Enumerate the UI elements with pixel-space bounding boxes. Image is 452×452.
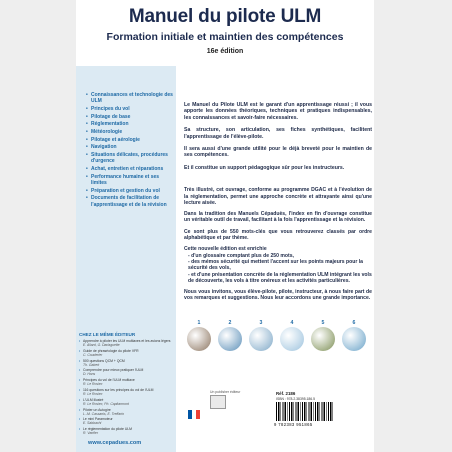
same-editor-book: Le mini Paramoteur (83, 417, 113, 422)
same-editor-book: Piloter un Autogire (83, 407, 111, 412)
blurb-paragraph: Ce sont plus de 550 mots-clés que vous retrouverez classés par ordre alphabétique et par thème. (184, 228, 372, 242)
enrichment-list (184, 253, 372, 284)
toc-item: • Pilotage de base (86, 114, 174, 120)
toc-item: • Achat, entretien et réparations (86, 166, 174, 172)
same-editor-author: R. Le Rosiec (83, 391, 103, 396)
step-2 (215, 320, 245, 351)
step-photo (218, 327, 242, 351)
enrichment-item: - d'un glossaire comptant plus de 250 mots, (188, 252, 294, 259)
same-editor-item (79, 388, 173, 396)
toc-item: • Documents de facilitation de l'apprentissage et de la révision (86, 195, 174, 207)
step-5 (308, 320, 338, 351)
toc-item: • Réglementation (86, 121, 174, 127)
toc-item: • Préparation et gestion du vol (86, 188, 174, 194)
isbn-text: ISBN : 978.2.38395.186.5 (276, 397, 316, 401)
blurb-paragraph: Et il constitue un support pédagogique sûr pour les instructeurs. (184, 164, 345, 171)
same-editor-item (79, 408, 173, 416)
edition-label: 16e édition (206, 48, 244, 55)
learning-steps (184, 320, 372, 366)
toc-item: • Situations délicates, procédures d'urgence (86, 152, 174, 164)
same-editor-book: 116 questions sur les principes du vol de l'ULM (83, 387, 154, 392)
enrichment-item: - et d'une présentation concrète de la réglementation ULM intégrant les vols de découverte, les vols à titre onéreux et les activités particulières. (188, 271, 372, 284)
same-editor-book: Apprendre à piloter les ULM multiaxes et les avions légers (83, 339, 171, 343)
enrichment-item: - des mémos sécurité qui mettent l'accent sur les points majeurs pour la sécurité des vols, (188, 258, 364, 272)
same-editor-item (79, 359, 173, 367)
step-number: 1 (197, 320, 201, 326)
same-editor-item (79, 398, 173, 406)
same-editor-item (79, 339, 173, 347)
step-number: 3 (259, 320, 263, 326)
book-title: Manuel du pilote ULM (128, 6, 322, 27)
blurb-paragraph: Sa structure, son articulation, ses fiches synthétiques, facilitent l'apprentissage de l'élève-pilote. (184, 127, 372, 140)
step-photo (249, 327, 273, 351)
toc-item: • Principes du vol (86, 106, 174, 112)
step-photo (342, 327, 366, 351)
blurb-paragraph: Nous vous invitons, vous élève-pilote, pilote, instructeur, à nous faire part de vos remarques et suggestions. Nous leur accordons une grande importance. (184, 289, 372, 302)
publisher-label: Un publisher éditeur (210, 390, 241, 394)
flag-stripe (196, 410, 200, 419)
same-editor-author: R. Vanfier (83, 431, 98, 436)
blurb-paragraph: Le Manuel du Pilote ULM est le garant d'un apprentissage réussi ; il vous apporte les données théoriques, techniques et pratiques indispensables, les connaissances et savoir-faire nécessaires. (184, 102, 372, 121)
same-editor-author: Th. Gabert (83, 362, 100, 367)
barcode-digits: 9 782383 951865 (274, 422, 313, 427)
same-editor-book: Comprendre pour mieux pratiquer l'ULM (83, 368, 144, 373)
same-editor-item (79, 427, 173, 435)
france-flag-icon (188, 410, 200, 419)
same-editor-author: C. Couderier (83, 352, 103, 357)
barcode-icon (276, 402, 334, 421)
publisher-website[interactable]: www.cepadues.com (88, 440, 142, 446)
same-editor-item (79, 349, 173, 357)
same-editor-heading: CHEZ LE MÊME ÉDITEUR (79, 332, 136, 337)
step-photo (280, 327, 304, 351)
step-4 (277, 320, 307, 351)
step-photo (187, 327, 211, 351)
same-editor-author: R. Le Rosiec (83, 382, 103, 387)
step-number: 2 (228, 320, 232, 326)
back-cover (76, 0, 374, 452)
contents-sidebar (76, 66, 176, 452)
toc-item: • Météorologie (86, 129, 174, 135)
same-editor-item (79, 417, 173, 425)
step-number: 6 (352, 320, 356, 326)
same-editor-item (79, 368, 173, 376)
step-photo (311, 327, 335, 351)
publisher-logo (210, 395, 226, 409)
same-editor-author: L.-M. Cassanis, E. Treffarin (83, 411, 125, 416)
contents-list (86, 92, 174, 209)
same-editor-author: R. Le Rosiec, Ph. Capitarmont (83, 401, 129, 406)
step-3 (246, 320, 276, 351)
toc-item: • Navigation (86, 144, 174, 150)
blurb-paragraph: Cette nouvelle édition est enrichie (184, 246, 267, 253)
step-6 (339, 320, 369, 351)
same-editor-book: Guide de phraséologie du pilote VFR (83, 348, 139, 353)
reference-number: Réf. 2186 (276, 391, 296, 396)
step-number: 4 (290, 320, 294, 326)
same-editor-author: E. Allard, G. Darlaguette (83, 343, 120, 347)
toc-item: • Performance humaine et ses limites (86, 174, 174, 186)
blurb-paragraph: Très illustré, cet ouvrage, conforme au programme DGAC et à l'évolution de la réglementation, permet une approche concrète et attrayante ainsi qu'une lecture aisée. (184, 187, 372, 206)
same-editor-book: Le règlementation du pilote ULM (83, 427, 133, 432)
blurb-text (184, 102, 372, 307)
toc-item: • Connaissances et technologie des ULM (86, 92, 174, 104)
blurb-paragraph: Dans la tradition des Manuels Cépaduès, l'index en fin d'ouvrage constitue un véritable outil de travail, facilitant à la fois l'apprentissage et la révision. (184, 211, 372, 224)
book-subtitle: Formation initiale et maintien des compétences (106, 31, 344, 43)
toc-item: • Pilotage et aérologie (86, 137, 174, 143)
same-editor-author: E. Sabbachi (83, 421, 102, 426)
blurb-paragraph: Il sera aussi d'une grande utilité pour le déjà breveté pour le maintien de ses compétences. (184, 146, 372, 159)
back-footer (184, 370, 372, 430)
step-number: 5 (321, 320, 325, 326)
same-editor-book: L'ULM illustré (83, 397, 104, 402)
same-editor-item (79, 378, 173, 386)
same-editor-author: D. Hons (83, 372, 96, 377)
same-editor-list (79, 339, 173, 437)
same-editor-book: 500 questions QCM + QCM (83, 358, 125, 363)
same-editor-book: Principes du vol de l'ULM multiaxe (83, 378, 135, 383)
step-1 (184, 320, 214, 351)
